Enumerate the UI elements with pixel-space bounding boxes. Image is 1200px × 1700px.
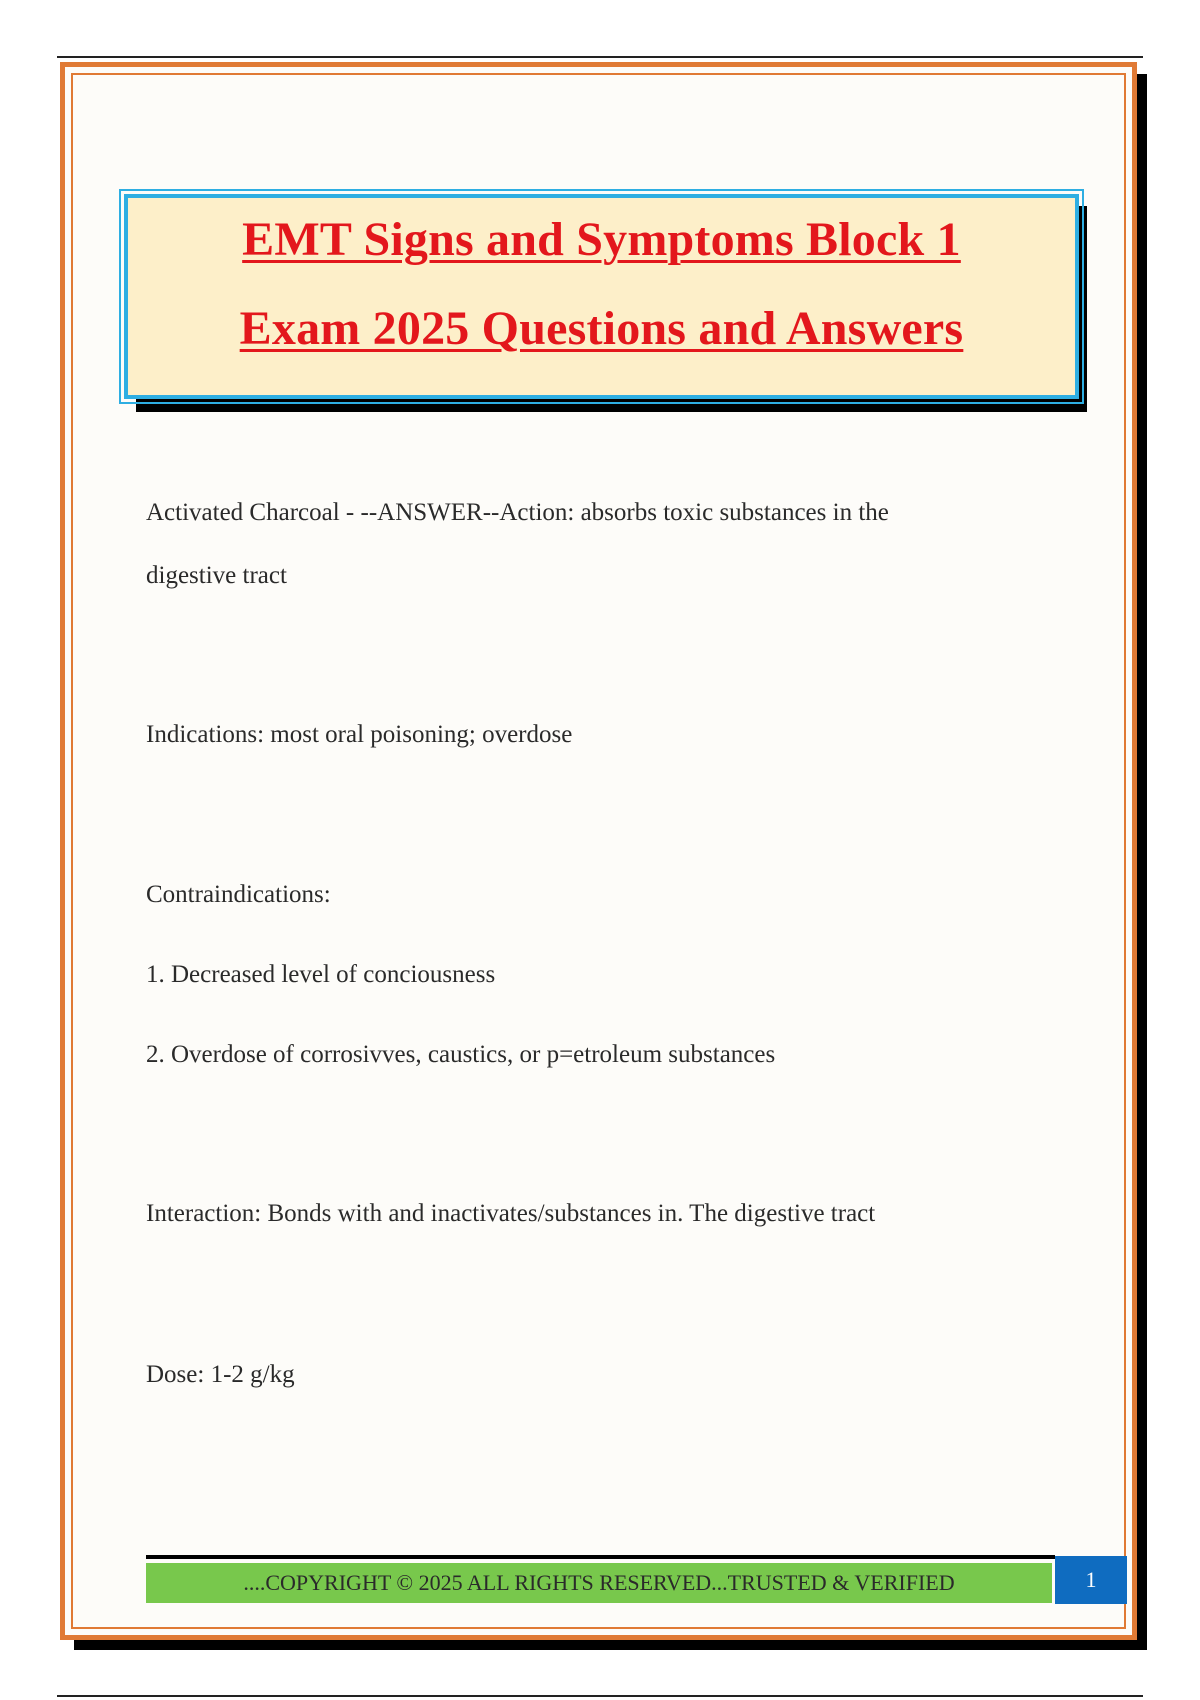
title-box bbox=[124, 194, 1079, 399]
footer-copyright-bar bbox=[146, 1563, 1052, 1603]
contraindication-item-2: 2. Overdose of corrosivves, caustics, or p=etroleum substances bbox=[146, 1041, 776, 1068]
question-line-1: Activated Charcoal - --ANSWER--Action: absorbs toxic substances in the bbox=[146, 499, 889, 526]
question-line-2: digestive tract bbox=[146, 562, 287, 589]
contraindication-item-1: 1. Decreased level of conciousness bbox=[146, 961, 496, 988]
interaction-text: Interaction: Bonds with and inactivates/substances in. The digestive tract bbox=[146, 1200, 876, 1227]
top-rule bbox=[57, 56, 1143, 58]
bottom-rule bbox=[57, 1695, 1143, 1697]
indications-text: Indications: most oral poisoning; overdose bbox=[146, 721, 573, 748]
contraindications-heading: Contraindications: bbox=[146, 881, 331, 908]
footer-rule bbox=[146, 1555, 1055, 1559]
page-number: 1 bbox=[1085, 1567, 1097, 1592]
dose-text: Dose: 1-2 g/kg bbox=[146, 1361, 295, 1388]
page-number-badge bbox=[1055, 1556, 1127, 1604]
document-title-line-2: Exam 2025 Questions and Answers bbox=[239, 302, 964, 355]
footer-copyright-text: ....COPYRIGHT © 2025 ALL RIGHTS RESERVED...TRUSTED & VERIFIED bbox=[243, 1570, 955, 1595]
document-title-line-1: EMT Signs and Symptoms Block 1 bbox=[242, 213, 961, 266]
